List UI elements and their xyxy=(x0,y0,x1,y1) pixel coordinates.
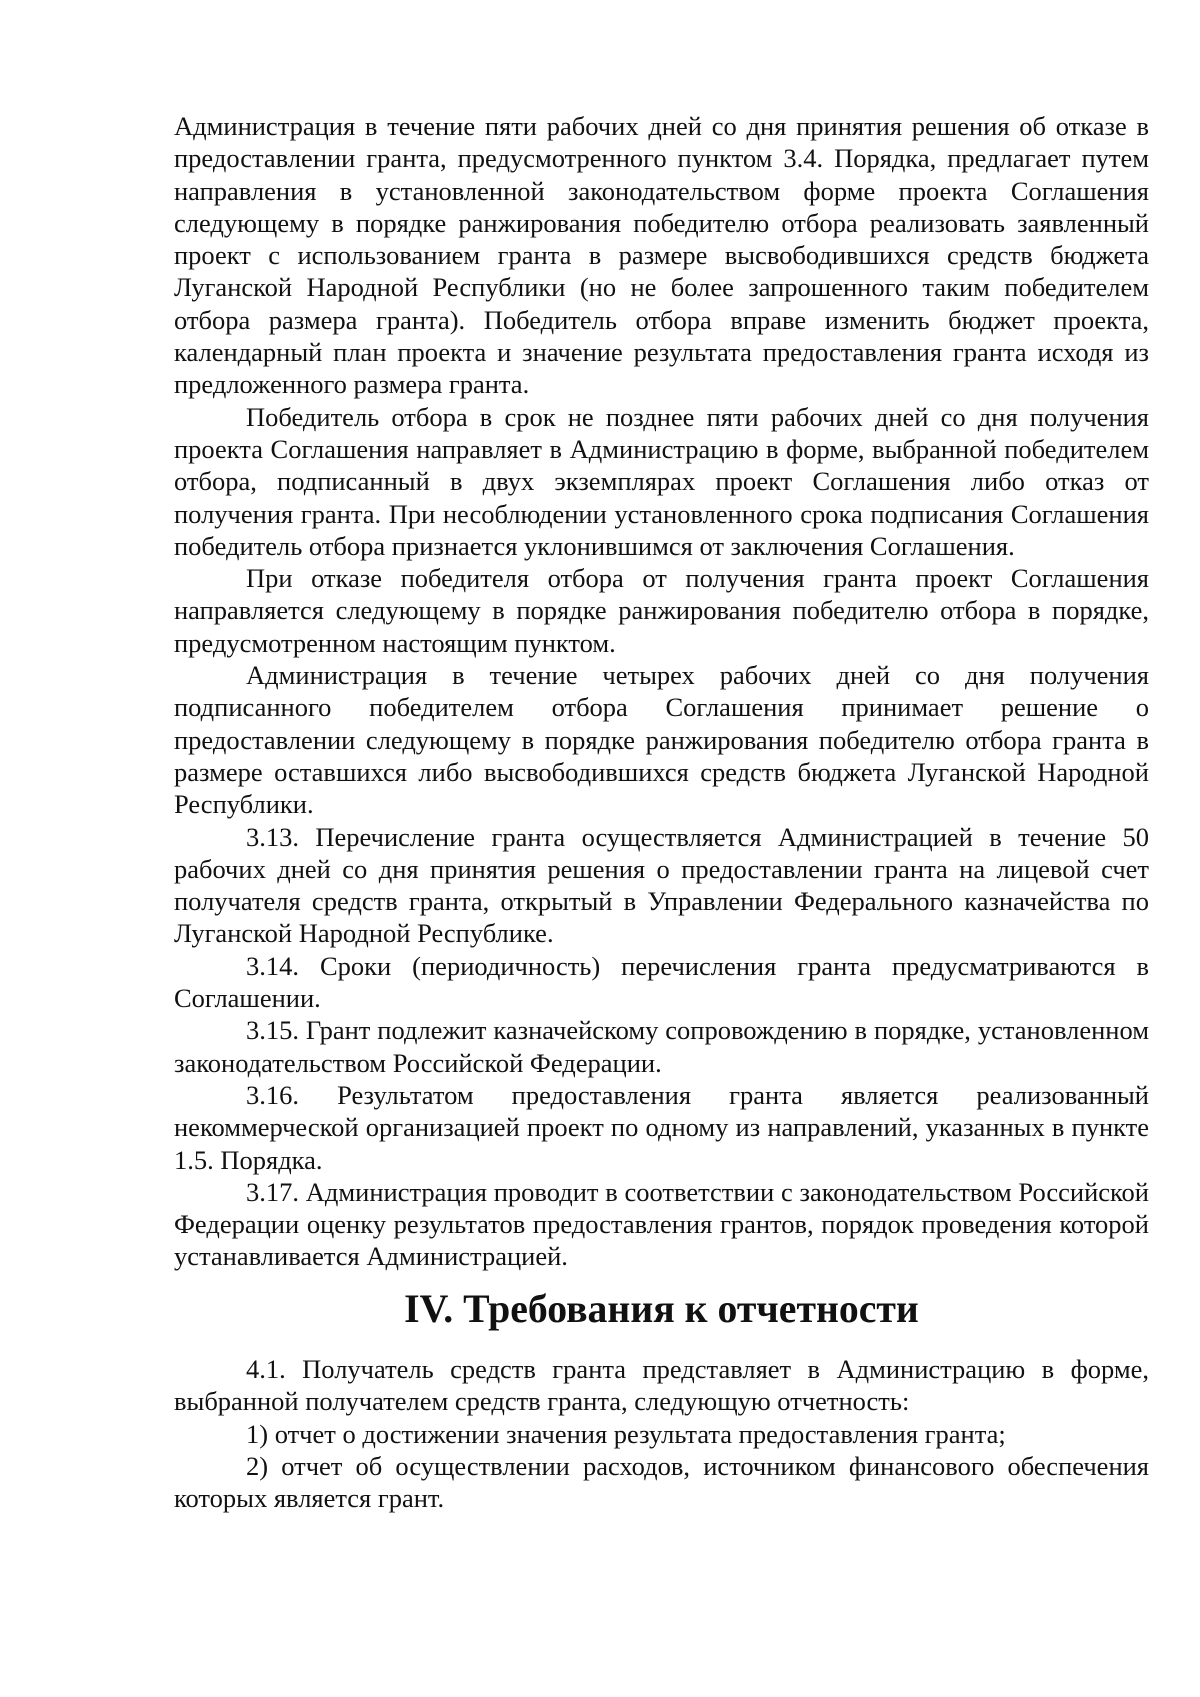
list-item-2: 2) отчет об осуществлении расходов, источником финансового обеспечения которых является грант. xyxy=(174,1450,1149,1514)
paragraph-3-13: 3.13. Перечисление гранта осуществляется Администрацией в течение 50 рабочих дней со дня принятия решения о предоставлении гранта на лицевой счет получателя средств гранта, открытый в Управлении Федерального казначейства по Луганской Народной Республике. xyxy=(174,821,1149,949)
paragraph-1: Администрация в течение пяти рабочих дней со дня принятия решения об отказе в предоставлении гранта, предусмотренного пунктом 3.4. Порядка, предлагает путем направления в установленной законодательством форме проекта Соглашения следующему в порядке ранжирования победителю отбора реализовать заявленный проект с использованием гранта в размере высвободившихся средств бюджета Луганской Народной Республики (но не более запрошенного таким победителем отбора размера гранта). Победитель отбора вправе изменить бюджет проекта, календарный план проекта и значение результата предоставления гранта исходя из предложенного размера гранта. xyxy=(174,111,1149,400)
paragraph-3-17: 3.17. Администрация проводит в соответствии с законодательством Российской Федерации оценку результатов предоставления грантов, порядок проведения которой устанавливается Администрацией. xyxy=(174,1176,1149,1272)
paragraph-3-14: 3.14. Сроки (периодичность) перечисления гранта предусматриваются в Соглашении. xyxy=(174,950,1149,1014)
paragraph-3-15: 3.15. Грант подлежит казначейскому сопровождению в порядке, установленном законодательством Российской Федерации. xyxy=(174,1015,1149,1078)
section-heading: IV. Требования к отчетности xyxy=(404,1286,919,1331)
paragraph-2: Победитель отбора в срок не позднее пяти рабочих дней со дня получения проекта Соглашения направляет в Администрацию в форме, выбранной победителем отбора, подписанный в двух экземплярах проект Соглашения либо отказ от получения гранта. При несоблюдении установленного срока подписания Соглашения победитель отбора признается уклонившимся от заключения Соглашения. xyxy=(174,401,1149,561)
document-page xyxy=(174,110,1149,1514)
paragraph-3-16: 3.16. Результатом предоставления гранта является реализованный некоммерческой организацией проект по одному из направлений, указанных в пункте 1.5. Порядка. xyxy=(174,1079,1149,1175)
paragraph-4: Администрация в течение четырех рабочих дней со дня получения подписанного победителем отбора Соглашения принимает решение о предоставлении следующему в порядке ранжирования победителю отбора гранта в размере оставшихся либо высвободившихся средств бюджета Луганской Народной Республики. xyxy=(174,660,1149,820)
list-item-1: 1) отчет о достижении значения результата предоставления гранта; xyxy=(246,1418,1006,1449)
paragraph-4-1: 4.1. Получатель средств гранта представляет в Администрацию в форме, выбранной получателем средств гранта, следующую отчетность: xyxy=(174,1353,1149,1417)
paragraph-3: При отказе победителя отбора от получения гранта проект Соглашения направляется следующему в порядке ранжирования победителю отбора в порядке, предусмотренном настоящим пунктом. xyxy=(174,563,1149,658)
